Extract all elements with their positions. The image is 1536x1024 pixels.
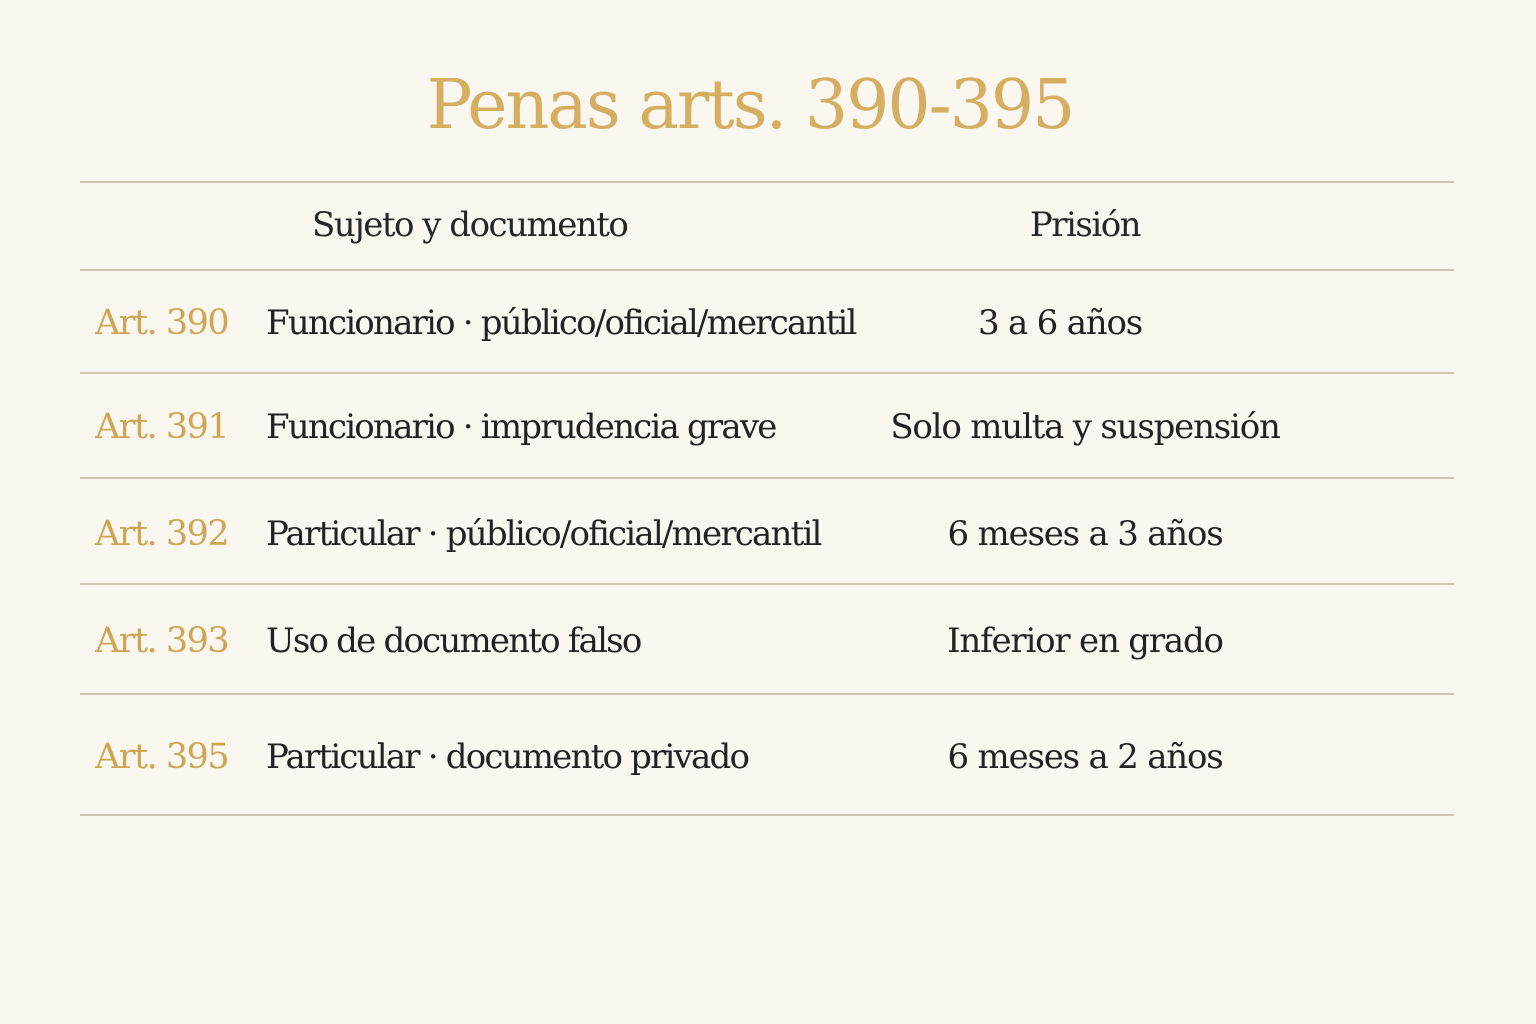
subject-cell: Funcionario · imprudencia grave (266, 407, 776, 447)
article-label: Art. 390 (95, 303, 229, 343)
article-label: Art. 392 (95, 514, 229, 554)
row-rule (80, 477, 1454, 479)
row-rule (80, 693, 1454, 695)
subject-cell: Particular · público/oficial/mercantil (266, 514, 821, 554)
subject-cell: Funcionario · público/oficial/mercantil (266, 303, 856, 343)
article-label: Art. 391 (95, 407, 229, 447)
table-top-rule (80, 181, 1454, 183)
penalty-cell: 6 meses a 2 años (947, 737, 1223, 777)
penalty-cell: 3 a 6 años (977, 303, 1143, 343)
article-label: Art. 393 (95, 621, 229, 661)
header-subject: Sujeto y documento (312, 205, 628, 245)
penalty-cell: Solo multa y suspensión (890, 407, 1280, 447)
header-penalty: Prisión (1029, 205, 1141, 245)
header-rule (80, 269, 1454, 271)
subject-cell: Uso de documento falso (266, 621, 641, 661)
article-label: Art. 395 (95, 737, 229, 777)
penalty-cell: 6 meses a 3 años (947, 514, 1223, 554)
page-title: Penas arts. 390-395 (426, 66, 1074, 145)
table-bottom-rule (80, 814, 1454, 816)
subject-cell: Particular · documento privado (266, 737, 749, 777)
row-rule (80, 583, 1454, 585)
penalty-cell: Inferior en grado (947, 621, 1223, 661)
row-rule (80, 372, 1454, 374)
